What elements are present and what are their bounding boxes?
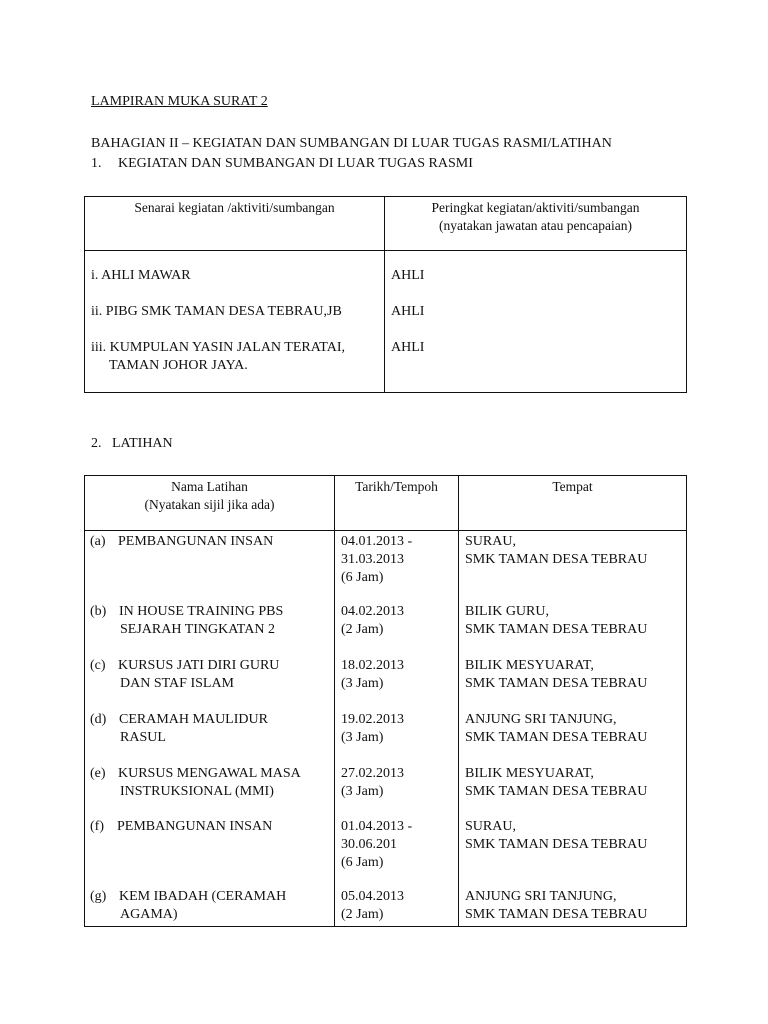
training-place-cell <box>459 531 687 927</box>
date-item: 05.04.2013 (2 Jam) <box>341 889 404 922</box>
level-item: AHLI <box>391 340 425 355</box>
training-date-cell <box>335 531 459 927</box>
level-header-label: Peringkat kegiatan/aktiviti/sumbangan <box>431 200 640 215</box>
activities-body-cell <box>85 251 385 393</box>
place-item: ANJUNG SRI TANJUNG, SMK TAMAN DESA TEBRAU <box>465 712 648 745</box>
place-item: SURAU, SMK TAMAN DESA TEBRAU <box>465 534 648 567</box>
date-item: 01.04.2013 - 30.06.201 (6 Jam) <box>341 819 413 870</box>
date-item: 19.02.2013 (3 Jam) <box>341 712 404 745</box>
place-item: BILIK MESYUARAT, SMK TAMAN DESA TEBRAU <box>465 766 648 799</box>
place-item: BILIK MESYUARAT, SMK TAMAN DESA TEBRAU <box>465 658 648 691</box>
activities-body-row <box>85 251 687 393</box>
activities-table <box>84 196 687 393</box>
date-item: 18.02.2013 (3 Jam) <box>341 658 404 691</box>
level-body-cell <box>385 251 687 393</box>
place-item: SURAU, SMK TAMAN DESA TEBRAU <box>465 819 648 852</box>
activities-header-row <box>85 197 687 251</box>
training-table <box>84 475 687 927</box>
level-item: AHLI <box>391 304 425 319</box>
training-name-header: Nama Latihan (Nyatakan sijil jika ada) <box>85 476 335 531</box>
training-item: (b) IN HOUSE TRAINING PBS SEJARAH TINGKATAN 2 <box>90 604 284 637</box>
activity-item: iii. KUMPULAN YASIN JALAN TERATAI, TAMAN JOHOR JAYA. <box>91 340 345 373</box>
date-item: 27.02.2013 (3 Jam) <box>341 766 404 799</box>
training-header-row <box>85 476 687 531</box>
training-body-row <box>85 531 687 927</box>
level-header-note: (nyatakan jawatan atau pencapaian) <box>438 218 632 233</box>
section2-number: 2. <box>91 436 102 451</box>
training-item: (f) PEMBANGUNAN INSAN <box>90 819 273 834</box>
place-item: ANJUNG SRI TANJUNG, SMK TAMAN DESA TEBRAU <box>465 889 648 922</box>
activity-item: i. AHLI MAWAR <box>91 268 191 283</box>
section1-number: 1. <box>91 156 102 171</box>
section2-title: LATIHAN <box>112 436 173 451</box>
activities-header-label: Senarai kegiatan /aktiviti/sumbangan <box>134 200 335 215</box>
training-name-cell <box>85 531 335 927</box>
training-item: (d) CERAMAH MAULIDUR RASUL <box>90 712 268 745</box>
place-item: BILIK GURU, SMK TAMAN DESA TEBRAU <box>465 604 648 637</box>
activity-item: ii. PIBG SMK TAMAN DESA TEBRAU,JB <box>91 304 342 319</box>
training-item: (c) KURSUS JATI DIRI GURU DAN STAF ISLAM <box>90 658 280 691</box>
lampiran-heading: LAMPIRAN MUKA SURAT 2 <box>91 94 268 109</box>
level-item: AHLI <box>391 268 425 283</box>
level-header-cell <box>385 197 687 251</box>
training-item: (e) KURSUS MENGAWAL MASA INSTRUKSIONAL (MMI) <box>90 766 301 799</box>
date-item: 04.01.2013 - 31.03.2013 (6 Jam) <box>341 534 413 585</box>
training-place-header: Tempat <box>459 476 687 531</box>
training-date-header: Tarikh/Tempoh <box>335 476 459 531</box>
training-item: (a) PEMBANGUNAN INSAN <box>90 534 274 549</box>
activities-header-cell <box>85 197 385 251</box>
bahagian-heading: BAHAGIAN II – KEGIATAN DAN SUMBANGAN DI LUAR TUGAS RASMI/LATIHAN <box>91 136 612 151</box>
section1-title: KEGIATAN DAN SUMBANGAN DI LUAR TUGAS RASMI <box>118 156 473 171</box>
date-item: 04.02.2013 (2 Jam) <box>341 604 404 637</box>
training-item: (g) KEM IBADAH (CERAMAH AGAMA) <box>90 889 287 922</box>
